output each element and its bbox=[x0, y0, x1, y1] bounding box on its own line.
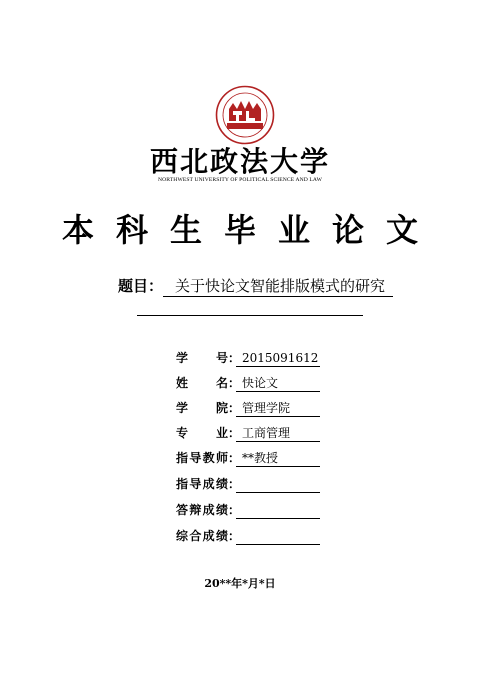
info-label: 综合成绩 bbox=[176, 529, 228, 543]
info-row-student-id bbox=[176, 348, 320, 368]
info-label: 姓名 bbox=[176, 376, 228, 390]
info-value bbox=[236, 476, 320, 493]
info-colon: ： bbox=[228, 376, 241, 390]
info-label: 专业 bbox=[176, 426, 228, 440]
info-row-advisor-grade bbox=[176, 474, 320, 494]
info-colon: ： bbox=[228, 401, 241, 415]
info-row-defense-grade bbox=[176, 500, 320, 520]
info-colon: ： bbox=[228, 426, 241, 440]
info-value bbox=[236, 502, 320, 519]
university-name: 西北政法大学 bbox=[149, 145, 330, 178]
thesis-type-heading: 本科生毕业论文 bbox=[61, 211, 440, 249]
thesis-title-label: 题目： bbox=[118, 277, 164, 295]
info-colon: ： bbox=[228, 351, 241, 365]
info-label: 答辩成绩 bbox=[176, 503, 228, 517]
submission-date: 20**年*月*日 bbox=[204, 577, 276, 590]
info-colon: ： bbox=[228, 503, 241, 517]
thesis-title-value: 关于快论文智能排版模式的研究 bbox=[163, 276, 393, 297]
university-name-english: NORTHWEST UNIVERSITY OF POLITICAL SCIENCE AND LAW bbox=[158, 177, 322, 183]
info-label: 学号 bbox=[176, 351, 228, 365]
info-row-advisor bbox=[176, 448, 320, 468]
info-row-college bbox=[176, 398, 320, 418]
info-colon: ： bbox=[228, 477, 241, 491]
info-row-overall-grade bbox=[176, 526, 320, 546]
info-row-major bbox=[176, 423, 320, 443]
info-label: 指导教师 bbox=[176, 451, 228, 465]
info-value: 快论文 bbox=[236, 375, 320, 392]
info-label: 指导成绩 bbox=[176, 477, 228, 491]
info-value: **教授 bbox=[236, 450, 320, 467]
info-colon: ： bbox=[228, 529, 241, 543]
info-value bbox=[236, 528, 320, 545]
info-value: 工商管理 bbox=[236, 425, 320, 442]
thesis-title-second-line bbox=[137, 315, 363, 316]
info-value: 管理学院 bbox=[236, 400, 320, 417]
university-seal-logo bbox=[215, 85, 275, 145]
info-row-name bbox=[176, 373, 320, 393]
info-label: 学院 bbox=[176, 401, 228, 415]
thesis-title-row bbox=[118, 276, 393, 296]
info-colon: ： bbox=[228, 451, 241, 465]
info-value: 2015091612 bbox=[236, 350, 320, 367]
